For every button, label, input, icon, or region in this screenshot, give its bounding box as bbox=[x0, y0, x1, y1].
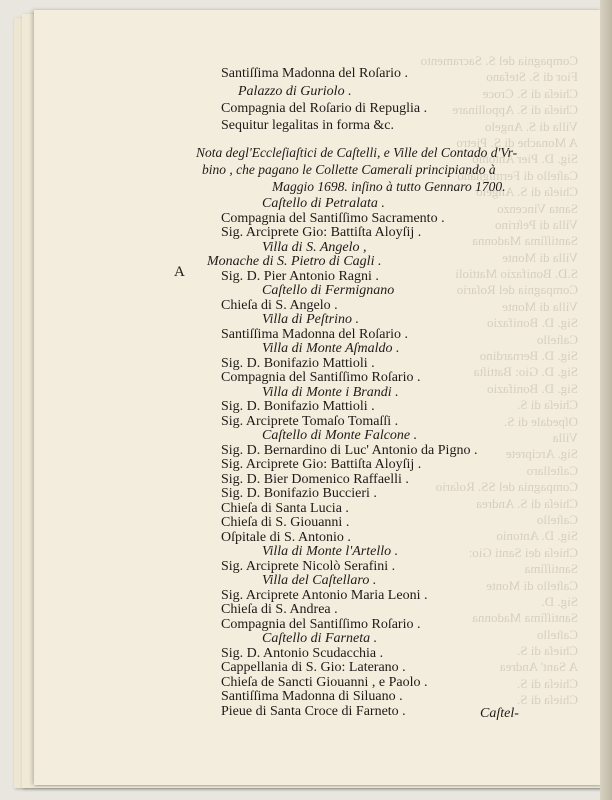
bleed-line: Chieſa di S. bbox=[516, 397, 578, 413]
bleed-line: Sig. D. Bonifazio bbox=[487, 315, 578, 331]
bleed-line: Caſtello bbox=[536, 331, 578, 347]
place-heading: Caſtello di Monte Falcone . bbox=[262, 428, 418, 443]
note-line: Maggio 1698. inſino à tutto Gennaro 1700. bbox=[272, 179, 506, 194]
place-heading: Monache di S. Pietro di Cagli . bbox=[207, 254, 382, 269]
bleed-line: Santa Vincenzo bbox=[497, 200, 578, 216]
page-text bbox=[34, 10, 602, 785]
bleed-line: Chieſa di S. Croce bbox=[482, 85, 578, 101]
bleed-line: Caſtello bbox=[536, 626, 578, 642]
bleed-line: S.D. Bonifazio Mattioli bbox=[455, 266, 578, 282]
entry-line: Chieſa di S. Andrea . bbox=[221, 602, 338, 617]
entry-line: Chieſa di S. Giouanni . bbox=[221, 515, 350, 530]
place-heading: Villa di Peſtrino . bbox=[262, 312, 359, 327]
entry-line: Sig. D. Bonifazio Mattioli . bbox=[221, 355, 375, 371]
place-heading: Villa di Monte Aſmaldo . bbox=[262, 341, 400, 356]
bleed-line: Santiſſima bbox=[524, 561, 578, 577]
entry-line: Santiſſima Madonna del Roſario . bbox=[221, 326, 409, 342]
entry-line: Sig. D. Bier Domenico Raffaelli . bbox=[221, 471, 409, 487]
place-heading: Caſtello di Petralata . bbox=[262, 196, 385, 211]
bleed-line: Villa di Monte bbox=[502, 298, 578, 314]
entry-line: Sig. Arciprete Antonio Maria Leoni . bbox=[221, 587, 428, 603]
bleed-line: Chieſa dei Santi Gio: bbox=[468, 544, 578, 560]
entry-line: Compagnia del Santiſſimo Roſario . bbox=[221, 370, 421, 385]
place-heading: Villa di Monte i Brandi . bbox=[262, 384, 399, 400]
entry-line: Santiſſima Madonna del Roſario . bbox=[221, 66, 409, 81]
bleed-line: Sig. D. Bernardino bbox=[479, 348, 578, 364]
place-heading: Villa del Caſtellaro . bbox=[262, 573, 377, 588]
bleed-line: Compagnia del Roſario bbox=[456, 282, 578, 298]
entry-line: Sig. Arciprete Gio: Battiſta Aloyſij . bbox=[221, 225, 422, 240]
document-page bbox=[34, 10, 602, 785]
bleed-line: Fior di S. Stefano bbox=[486, 69, 578, 85]
bleed-line: Santiſſima Madonna bbox=[472, 233, 578, 249]
margin-mark: A bbox=[174, 264, 185, 280]
entry-line: Pieue di Santa Croce di Farneto . bbox=[221, 703, 406, 719]
entry-line: Sig. Arciprete Nicolò Serafini . bbox=[221, 558, 396, 574]
place-heading: Palazzo di Guriolo . bbox=[238, 84, 352, 99]
bleed-line: Sig. D. bbox=[541, 593, 578, 609]
heading-note bbox=[196, 144, 566, 195]
entry-line: Sig. D. Bernardino di Luc' Antonio da Pigno . bbox=[221, 442, 478, 458]
bleed-line: Sig. D. Bonifazio bbox=[487, 380, 578, 396]
bleed-line: Villa di Peſtrino bbox=[495, 216, 578, 232]
catchword: Caſtel- bbox=[480, 706, 519, 721]
entry-line: Sig. D. Bonifazio Mattioli . bbox=[221, 399, 375, 414]
entry-line: Oſpitale di S. Antonio . bbox=[221, 529, 351, 545]
place-heading: Villa di S. Angelo , bbox=[262, 239, 367, 255]
bleed-line: Caſtello di Fermignano bbox=[457, 167, 578, 183]
note-line: Nota degl'Eccleſiaſtici de Caſtelli, e Ville del Contado d'Vr- bbox=[196, 145, 518, 160]
entry-line: Chieſa di S. Angelo . bbox=[221, 297, 338, 313]
bleed-line: Sig. D. Antonio bbox=[496, 528, 578, 544]
note-line: bino , che pagano le Collette Camerali principiando à bbox=[202, 162, 496, 177]
entry-line: Sig. D. Antonio Scudacchia . bbox=[221, 645, 384, 661]
entry-line: Compagnia del Santiſſimo Sacramento . bbox=[221, 210, 445, 226]
entry-line: Sig. D. Pier Antonio Ragni . bbox=[221, 268, 379, 284]
adjacent-page-edge bbox=[600, 0, 612, 800]
bleed-line: Santiſſima Madonna bbox=[472, 610, 578, 626]
bleed-line: Sig. D. Pier Antonio bbox=[472, 151, 578, 167]
bleed-line: Sig. D. Gio: Battiſta bbox=[473, 364, 578, 380]
bleed-line: Sig. Arciprete bbox=[505, 446, 578, 462]
entry-line: Sequitur legalitas in forma &c. bbox=[221, 118, 395, 133]
bleed-line: Chieſa di S. bbox=[516, 692, 578, 708]
bleed-line: Caſtello di Monte bbox=[486, 577, 578, 593]
bleed-line: Oſpedale di S. bbox=[503, 413, 578, 429]
entry-line: Cappellania di S. Gio: Laterano . bbox=[221, 660, 406, 675]
bleed-line: Villa di S. Angelo bbox=[484, 118, 578, 134]
bleed-line: Villa di Monte bbox=[502, 249, 578, 265]
entry-line: Santiſſima Madonna di Siluano . bbox=[221, 689, 403, 704]
entry-line: Chieſa di Santa Lucia . bbox=[221, 500, 349, 516]
bleed-line: Compagnia del SS. Roſario bbox=[435, 479, 578, 495]
bleed-line: Caſtellaro bbox=[526, 462, 578, 478]
bleed-line: Caſtello bbox=[536, 511, 578, 527]
bleed-line: Chieſa di S. Angelo bbox=[476, 184, 578, 200]
bleed-line: Compagnia del S. Sacramento bbox=[420, 53, 578, 68]
place-heading: Villa di Monte l'Artello . bbox=[262, 544, 399, 559]
place-heading: Caſtello di Fermignano bbox=[262, 283, 395, 298]
entry-line: Compagnia del Santiſſimo Roſario . bbox=[221, 616, 421, 632]
bleed-line: A Monache di S. Pietro bbox=[456, 134, 578, 150]
entry-line: Sig. D. Bonifazio Buccieri . bbox=[221, 486, 377, 501]
entry-line: Sig. Arciprete Gio: Battiſta Aloyſij . bbox=[221, 457, 422, 472]
bleed-line: Chieſa di S. bbox=[516, 643, 578, 659]
entry-line: Compagnia del Roſario di Repuglia . bbox=[221, 101, 428, 116]
place-heading: Caſtello di Farneta . bbox=[262, 631, 378, 646]
bleed-line: Villa bbox=[552, 429, 578, 445]
entry-line: Chieſa de Sancti Giouanni , e Paolo . bbox=[221, 674, 428, 690]
bleed-line: A Sant' Andrea bbox=[499, 659, 578, 675]
bleed-line: Chieſa di S. Appollinare bbox=[452, 102, 578, 118]
bleed-line: Chieſa di S. bbox=[516, 675, 578, 691]
entry-line: Sig. Arciprete Tomaſo Tomaſſi . bbox=[221, 413, 399, 429]
bleed-line: Chieſa di S. Andrea bbox=[476, 495, 578, 511]
